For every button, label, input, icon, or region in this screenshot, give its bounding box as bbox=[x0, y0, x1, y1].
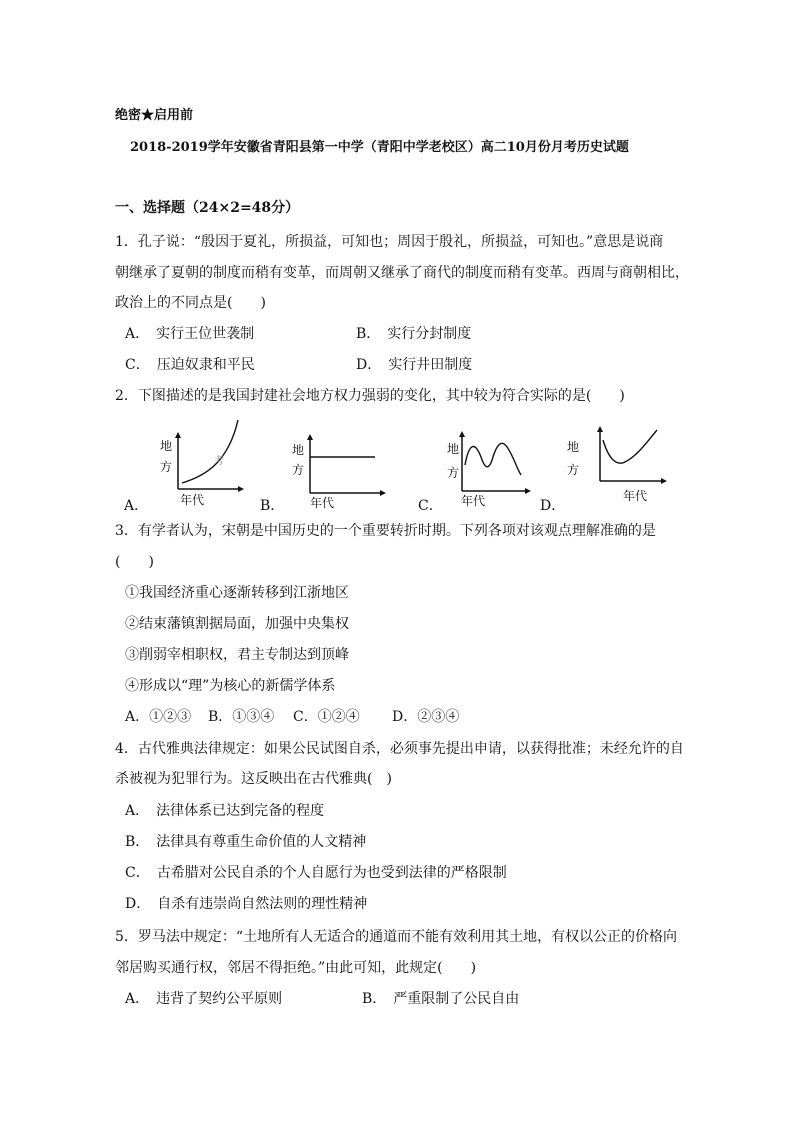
graph-b-y-label-2: 方 bbox=[292, 463, 305, 477]
q3-option-d: D．②③④ bbox=[392, 709, 460, 725]
q4-stem-line-2: 杀被视为犯罪行为。这反映出在古代雅典( ) bbox=[115, 771, 392, 787]
q3-stem-line-2: ( ) bbox=[115, 554, 154, 570]
graph-b-x-arrow bbox=[380, 490, 386, 496]
q4-option-a: A． 法律体系已达到完备的程度 bbox=[125, 803, 325, 819]
page-title: 2018-2019学年安徽省青阳县第一中学（青阳中学老校区）高二10月份月考历史试题 bbox=[130, 140, 629, 155]
graph-c-y-label-2: 方 bbox=[447, 466, 460, 480]
q5-stem-line-1: 5．罗马法中规定：“土地所有人无适合的通道而不能有效利用其土地，有权以公正的价格向 bbox=[115, 929, 678, 945]
q3-option-a: A．①②③ bbox=[125, 709, 192, 725]
graph-b-x-label: 年代 bbox=[310, 496, 335, 510]
q2-graph-b bbox=[290, 430, 390, 510]
graph-b-y-arrow bbox=[307, 434, 313, 440]
q3-option-b: B．①③④ bbox=[208, 709, 275, 725]
graph-c-y-label-1: 地 bbox=[447, 442, 460, 456]
q5-option-b: B． 严重限制了公民自由 bbox=[362, 991, 520, 1007]
q1-stem-line-3: 政治上的不同点是( ) bbox=[115, 295, 266, 311]
q1-option-a: A． 实行王位世袭制 bbox=[125, 326, 255, 342]
graph-a-y-label-2: 方 bbox=[160, 460, 173, 474]
q5-stem-line-2: 邻居购买通行权，邻居不得拒绝。”由此可知，此规定( ) bbox=[115, 960, 477, 976]
graph-a-blurred-mark: 考 bbox=[214, 456, 224, 467]
q4-option-b: B． 法律具有尊重生命价值的人文精神 bbox=[125, 834, 367, 850]
q3-option-c: C．①②④ bbox=[293, 709, 360, 725]
q2-graph-c bbox=[445, 425, 535, 510]
q1-option-c: C． 压迫奴隶和平民 bbox=[125, 357, 255, 373]
q1-option-d: D． 实行井田制度 bbox=[356, 357, 473, 373]
q4-stem-line-1: 4．古代雅典法律规定：如果公民试图自杀，必须事先提出申请，以获得批准；未经允许的自 bbox=[115, 741, 684, 757]
secret-mark: 绝密★启用前 bbox=[115, 108, 194, 123]
graph-d-x-arrow bbox=[661, 478, 667, 484]
graph-c-x-label: 年代 bbox=[461, 494, 486, 508]
q1-stem-line-2: 朝继承了夏朝的制度而稍有变革，而周朝又继承了商代的制度而稍有变革。西周与商朝相比， bbox=[115, 265, 689, 281]
q3-item-4: ④形成以“理”为核心的新儒学体系 bbox=[125, 678, 336, 694]
graph-b-y-label-1: 地 bbox=[292, 443, 305, 457]
graph-a-y-label-1: 地 bbox=[160, 439, 173, 453]
graph-a-y-arrow bbox=[175, 432, 181, 438]
graph-a-x-label: 年代 bbox=[180, 493, 205, 507]
q3-item-1: ①我国经济重心逐渐转移到江浙地区 bbox=[125, 585, 349, 601]
graph-d-y-label-2: 方 bbox=[567, 463, 580, 477]
q2-stem: 2．下图描述的是我国封建社会地方权力强弱的变化，其中较为符合实际的是( ) bbox=[115, 388, 625, 404]
q2-option-a: A． bbox=[124, 498, 149, 514]
graph-d-y-label-1: 地 bbox=[567, 440, 580, 454]
q3-item-3: ③削弱宰相职权，君主专制达到顶峰 bbox=[125, 647, 349, 663]
graph-a-x-arrow bbox=[238, 486, 244, 492]
q1-option-b: B． 实行分封制度 bbox=[356, 326, 472, 342]
q2-option-b: B． bbox=[260, 498, 285, 514]
q4-option-c: C． 古希腊对公民自杀的个人自愿行为也受到法律的严格限制 bbox=[125, 865, 507, 881]
q2-option-c: C． bbox=[418, 498, 443, 514]
q3-stem-line-1: 3．有学者认为，宋朝是中国历史的一个重要转折时期。下列各项对该观点理解准确的是 bbox=[115, 523, 656, 539]
q2-graph-d bbox=[565, 420, 670, 510]
graph-d-y-arrow bbox=[597, 426, 603, 432]
q2-graph-a bbox=[150, 418, 245, 508]
graph-d-x-label: 年代 bbox=[623, 489, 648, 503]
graph-c-x-arrow bbox=[525, 488, 531, 494]
section-title: 一、选择题（24×2=48分） bbox=[115, 200, 300, 216]
q4-option-d: D． 自杀有违崇尚自然法则的理性精神 bbox=[125, 896, 368, 912]
q1-stem-line-1: 1．孔子说：“殷因于夏礼，所损益，可知也；周因于殷礼，所损益，可知也。”意思是说商 bbox=[115, 234, 664, 250]
graph-c-curve bbox=[465, 443, 521, 475]
q2-option-d: D． bbox=[540, 498, 566, 514]
q5-option-a: A． 违背了契约公平原则 bbox=[125, 991, 283, 1007]
q3-item-2: ②结束藩镇割据局面，加强中央集权 bbox=[125, 616, 349, 632]
graph-a-curve bbox=[182, 420, 238, 483]
graph-d-curve bbox=[603, 430, 657, 463]
graph-c-y-arrow bbox=[459, 431, 465, 437]
